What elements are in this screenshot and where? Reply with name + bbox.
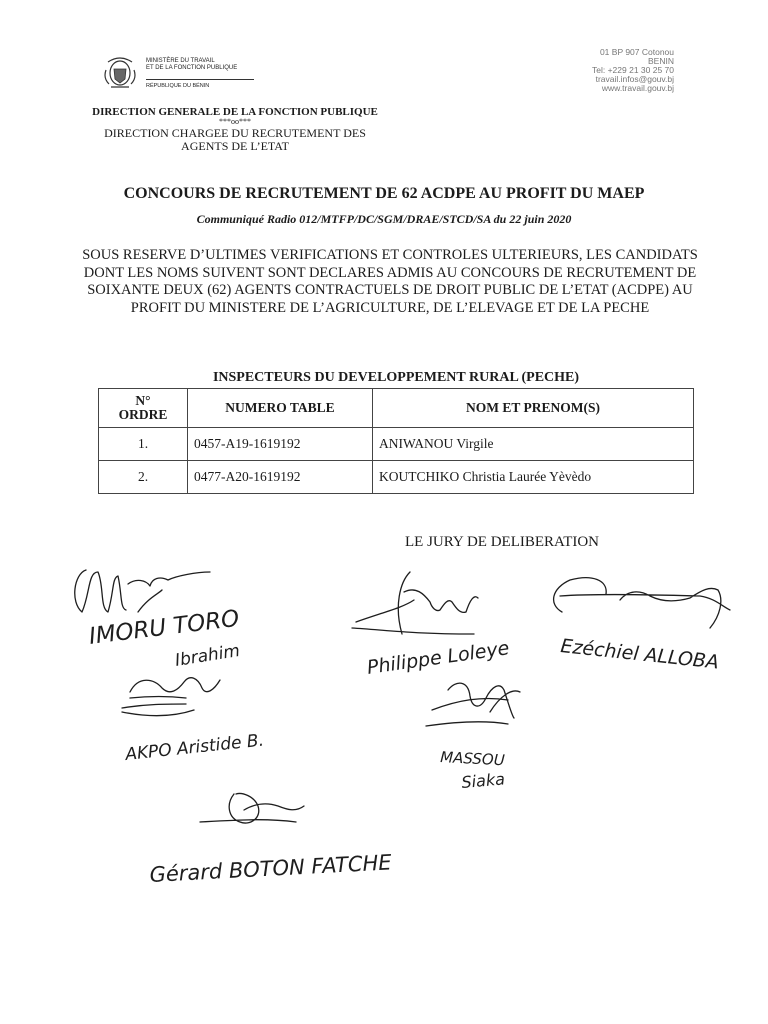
contact-address: 01 BP 907 Cotonou <box>599 47 674 57</box>
direction-recrutement-line-2: AGENTS DE L’ETAT <box>181 139 289 153</box>
column-header-nom: NOM ET PRENOM(S) <box>373 389 694 428</box>
cell-numero-table: 0457-A19-1619192 <box>188 428 373 461</box>
signature-5 <box>426 683 520 792</box>
signature-4-name: AKPO Aristide B. <box>124 730 265 765</box>
jury-title: LE JURY DE DELIBERATION <box>405 534 600 550</box>
signature-1-name-line-2: Ibrahim <box>173 640 242 671</box>
signature-1-scribble <box>75 570 210 612</box>
coat-of-arms-icon <box>100 52 140 92</box>
signature-3-scribble <box>554 578 730 628</box>
contact-block <box>592 48 674 93</box>
signature-2-scribble <box>352 572 478 634</box>
table-row <box>99 428 694 461</box>
signature-5-name-line-2: Siaka <box>460 769 506 792</box>
signature-1 <box>75 570 242 671</box>
ministry-line-1: MINISTÈRE DU TRAVAIL <box>146 58 215 64</box>
signature-2 <box>352 572 511 679</box>
signature-3 <box>554 578 730 674</box>
separator-stars: ***oo*** <box>219 117 251 126</box>
column-header-ordre: N° ORDRE <box>99 389 188 428</box>
direction-recrutement-line-1: DIRECTION CHARGEE DU RECRUTEMENT DES <box>104 126 366 140</box>
cell-ordre: 1. <box>99 428 188 461</box>
signature-5-scribble <box>426 683 520 726</box>
ministry-block <box>100 50 260 98</box>
results-table <box>98 388 694 494</box>
contact-country: BENIN <box>648 56 674 66</box>
divider <box>146 79 254 80</box>
direction-recrutement <box>80 127 390 153</box>
signature-5-name-line-1: MASSOU <box>439 748 506 770</box>
table-header-row <box>99 389 694 428</box>
direction-generale: DIRECTION GENERALE DE LA FONCTION PUBLIQUE <box>92 106 378 118</box>
signature-4-scribble <box>122 678 220 716</box>
signatures <box>0 550 768 900</box>
signature-6-scribble <box>200 794 304 824</box>
cell-numero-table: 0477-A20-1619192 <box>188 461 373 494</box>
page-title: CONCOURS DE RECRUTEMENT DE 62 ACDPE AU PROFIT DU MAEP <box>123 185 645 202</box>
page-subtitle: Communiqué Radio 012/MTFP/DC/SGM/DRAE/STCD/SA du 22 juin 2020 <box>196 212 572 226</box>
announcement-text: SOUS RESERVE D’ULTIMES VERIFICATIONS ET CONTROLES ULTERIEURS, LES CANDIDATS DONT LES NOMS SUIVENT SONT DECLARES ADMIS AU CONCOURS DE RECRUTEMENT DE SOIXANTE DEUX (62) AGENTS CONTRACTUELS DE DROIT PUBLIC DE L’ETAT (ACDPE) AU PROFIT DU MINISTERE DE L’AGRICULTURE, DE L’ELEVAGE ET DE LA PECHE <box>82 247 698 316</box>
signature-4 <box>122 678 265 765</box>
section-title: INSPECTEURS DU DEVELOPPEMENT RURAL (PECHE) <box>212 370 580 385</box>
republic-name: RÉPUBLIQUE DU BÉNIN <box>146 83 210 89</box>
signature-6-name: Gérard BOTON FATCHE <box>149 850 393 887</box>
contact-email: travail.infos@gouv.bj <box>595 74 674 84</box>
cell-nom: ANIWANOU Virgile <box>373 428 694 461</box>
contact-phone: Tel: +229 21 30 25 70 <box>592 65 674 75</box>
cell-nom: KOUTCHIKO Christia Laurée Yèvèdo <box>373 461 694 494</box>
column-header-numero-table: NUMERO TABLE <box>188 389 373 428</box>
table-row <box>99 461 694 494</box>
ministry-line-2: ET DE LA FONCTION PUBLIQUE <box>146 65 238 71</box>
signature-1-name-line-1: IMORU TORO <box>87 605 241 650</box>
cell-ordre: 2. <box>99 461 188 494</box>
ministry-name <box>146 58 237 72</box>
contact-website: www.travail.gouv.bj <box>601 83 674 93</box>
signature-2-name: Philippe Loleye <box>365 637 511 679</box>
signature-6 <box>149 794 393 887</box>
signature-3-name: Ezéchiel ALLOBA <box>559 635 720 674</box>
